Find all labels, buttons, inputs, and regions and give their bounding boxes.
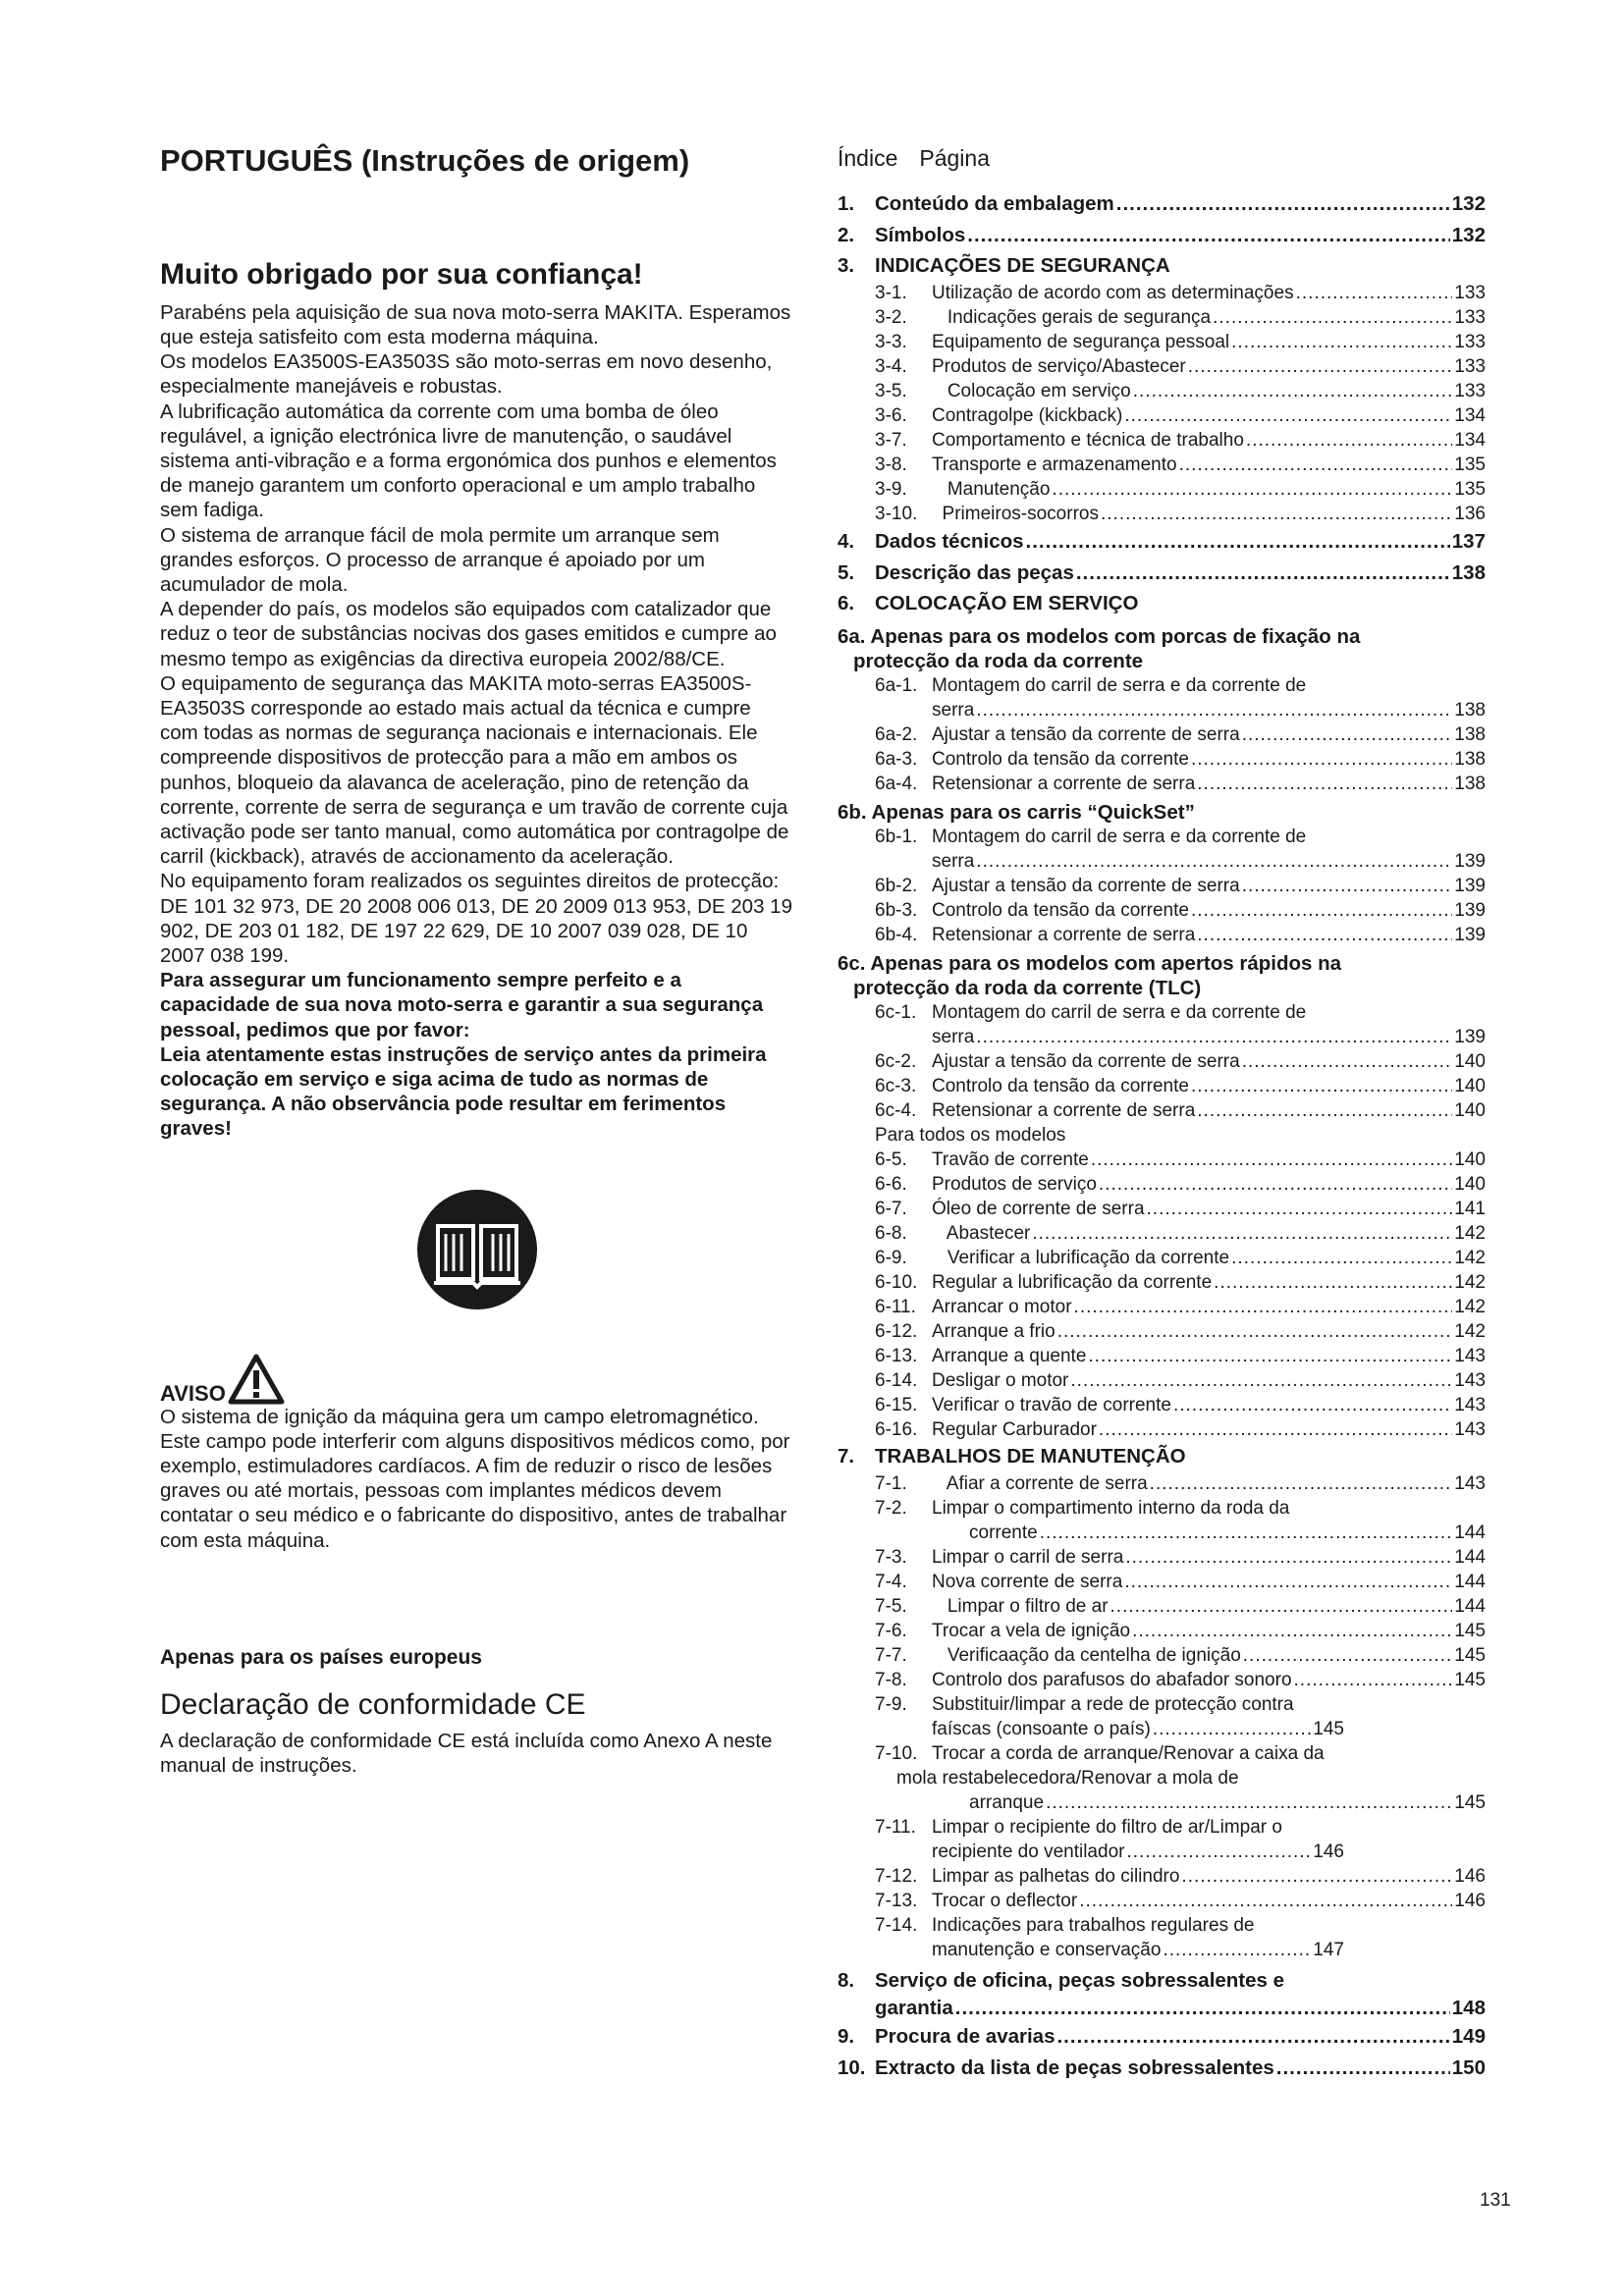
toc-entry[interactable]: 6c-2. Ajustar a tensão da corrente de serra ..... 140	[838, 1049, 1486, 1074]
intro-paragraph: O equipamento de segurança das MAKITA moto-serras EA3500S-EA3503S corresponde ao estado mais actual da técnica e cumpre com todas as normas de segurança nacionais e internacionais. Ele compreende dispositivos de protecção para a mão em ambos os punhos, bloqueio da alavanca de aceleração, pino de retenção da corrente, corrente de serra de segurança e um travão de corrente cuja activação pode ser tanto manual, como automática por contragolpe de carril (kickback), através de accionamento da aceleração.	[160, 671, 789, 869]
toc-entry[interactable]: 6-15. Verificar o travão de corrente ..... 143	[838, 1393, 1486, 1417]
toc-entry[interactable]: 4. Dados técnicos ..... 137	[838, 526, 1486, 558]
read-manual-icon	[416, 1189, 538, 1310]
ce-text: A declaração de conformidade CE está incluída como Anexo A neste manual de instruções.	[160, 1729, 773, 1778]
toc-entry-cont[interactable]: manutenção e conservação ..... 147	[838, 1938, 1344, 1962]
toc-entry[interactable]: 6a-1. Montagem do carril de serra e da corrente de	[875, 675, 1307, 696]
toc-entry[interactable]: 8. Serviço de oficina, peças sobressalentes e	[838, 1969, 1285, 1992]
toc-entry-cont[interactable]: corrente ..... 144	[838, 1521, 1486, 1545]
toc-entry[interactable]: 6b-4. Retensionar a corrente de serra ..... 139	[838, 923, 1486, 947]
toc-entry[interactable]: 7-8. Controlo dos parafusos do abafador sonoro ..... 145	[838, 1668, 1486, 1692]
toc-entry-cont[interactable]: serra ..... 139	[838, 849, 1486, 874]
toc-entry[interactable]: 1. Conteúdo da embalagem ..... 132	[838, 188, 1486, 220]
toc-entry[interactable]: 7-6. Trocar a vela de ignição ..... 145	[838, 1619, 1486, 1643]
toc-entry[interactable]: 6b-3. Controlo da tensão da corrente ..... 139	[838, 898, 1486, 923]
toc-entry[interactable]: 7-4. Nova corrente de serra ..... 144	[838, 1570, 1486, 1594]
warning-header	[160, 1354, 793, 1405]
toc-header	[838, 145, 1486, 172]
toc-entry[interactable]: 6c-1. Montagem do carril de serra e da corrente de	[875, 1002, 1307, 1023]
intro-paragraph: A depender do país, os modelos são equipados com catalizador que reduz o teor de substâncias nocivas dos gases emitidos e cumpre ao mesmo tempo as exigências da directiva europeia 2002/88/CE.	[160, 598, 777, 670]
toc-entry[interactable]: 6-7. Óleo de corrente de serra ..... 141	[838, 1197, 1486, 1221]
toc-entry[interactable]: 3-2. Indicações gerais de segurança ..... 133	[838, 305, 1486, 330]
toc-entry[interactable]: 6a-2. Ajustar a tensão da corrente de serra ..... 138	[838, 722, 1486, 747]
toc-all-models-note: Para todos os modelos	[875, 1125, 1066, 1146]
toc-entry[interactable]: 3-5. Colocação em serviço ..... 133	[838, 379, 1486, 403]
toc-entry-cont[interactable]: arranque ..... 145	[838, 1790, 1486, 1815]
toc-entry[interactable]: 3-7. Comportamento e técnica de trabalho ..... 134	[838, 428, 1486, 453]
warning-triangle-icon	[228, 1354, 285, 1405]
toc-s6-items	[838, 1148, 1486, 1442]
read-manual-icon-wrap	[160, 1189, 793, 1310]
toc-entry[interactable]: 7-14. Indicações para trabalhos regulares de	[875, 1915, 1255, 1936]
intro-paragraph: No equipamento foram realizados os seguintes direitos de protecção:	[160, 870, 780, 893]
toc-entry[interactable]: 7-3. Limpar o carril de serra ..... 144	[838, 1545, 1486, 1570]
toc-entry[interactable]: 6c-3. Controlo da tensão da corrente ..... 140	[838, 1074, 1486, 1098]
toc-entry[interactable]: 6-16. Regular Carburador ..... 143	[838, 1417, 1486, 1442]
intro-paragraph: Parabéns pela aquisição de sua nova moto-serra MAKITA. Esperamos que esteja satisfeito com esta moderna máquina.	[160, 300, 791, 348]
toc-subsection-title: 6c. Apenas para os modelos com apertos rápidos na	[838, 952, 1342, 975]
toc-entry[interactable]: 6-9. Verificar a lubrificação da corrente ..... 142	[838, 1246, 1486, 1270]
toc-entry[interactable]: 5. Descrição das peças ..... 138	[838, 558, 1486, 589]
toc-entry[interactable]: 9. Procura de avarias ..... 149	[838, 2021, 1486, 2053]
toc-subsection-title-cont: protecção da roda da corrente (TLC)	[853, 977, 1202, 999]
toc-s6a-items	[838, 722, 1486, 796]
toc-entry[interactable]: 6-13. Arranque a quente ..... 143	[838, 1344, 1486, 1368]
toc-entry[interactable]: 7-9. Substituir/limpar a rede de protecção contra	[875, 1694, 1294, 1715]
page-number: 131	[1480, 2190, 1511, 2211]
intro-paragraph: A lubrificação automática da corrente com uma bomba de óleo regulável, a ignição electrónica livre de manutenção, o saudável sistema anti-vibração e a forma ergonómica dos punhos e elementos de manejo garantem um conforto operacional e um amplo trabalho sem fadiga.	[160, 400, 777, 522]
toc-page-label: Página	[919, 145, 990, 171]
bold-request: Para assegurar um funcionamento sempre perfeito e a capacidade de sua nova moto-serra e garantir a sua segurança pessoal, pedimos que por favor:	[160, 969, 764, 1041]
toc-s7-items-a	[838, 1545, 1486, 1692]
left-column	[160, 142, 793, 1778]
toc-entry[interactable]: 3-6. Contragolpe (kickback) ..... 134	[838, 403, 1486, 428]
toc-entry[interactable]: 6c-4. Retensionar a corrente de serra ..... 140	[838, 1098, 1486, 1123]
toc-subsection-title: 6b. Apenas para os carris “QuickSet”	[838, 801, 1195, 824]
toc-entry[interactable]: 3-9. Manutenção ..... 135	[838, 477, 1486, 502]
toc-entry-cont[interactable]: garantia ..... 148	[838, 1996, 1486, 2021]
eu-note: Apenas para os países europeus	[160, 1645, 482, 1669]
toc-entry[interactable]: 7-10. Trocar a corda de arranque/Renovar a caixa da	[875, 1743, 1325, 1764]
toc-entry[interactable]: 6-6. Produtos de serviço ..... 140	[838, 1172, 1486, 1197]
toc-entry[interactable]: 6-8. Abastecer ..... 142	[838, 1221, 1486, 1246]
toc-section[interactable]: 3. INDICAÇÕES DE SEGURANÇA	[838, 254, 1170, 277]
toc-entry-cont[interactable]: serra ..... 138	[838, 698, 1486, 722]
toc-entry[interactable]: 6a-4. Retensionar a corrente de serra ..... 138	[838, 772, 1486, 796]
warning-label: AVISO	[160, 1380, 226, 1406]
toc-entry[interactable]: 6-11. Arrancar o motor ..... 142	[838, 1295, 1486, 1319]
toc-entry[interactable]: 2. Símbolos ..... 132	[838, 220, 1486, 251]
toc-section[interactable]: 6. COLOCAÇÃO EM SERVIÇO	[838, 592, 1139, 614]
toc-entry[interactable]: 6-10. Regular a lubrificação da corrente ..... 142	[838, 1270, 1486, 1295]
intro-paragraph: Os modelos EA3500S-EA3503S são moto-serras em novo desenho, especialmente manejáveis e robustas.	[160, 350, 773, 399]
intro-paragraph: O sistema de arranque fácil de mola permite um arranque sem grandes esforços. O processo de arranque é apoiado por um acumulador de mola.	[160, 523, 720, 596]
toc-index-label: Índice	[838, 145, 898, 171]
toc-entry[interactable]: 7-1. Afiar a corrente de serra ..... 143	[838, 1471, 1486, 1496]
toc-s6c-items	[838, 1049, 1486, 1123]
toc-subsection-title-cont: protecção da roda da corrente	[853, 650, 1144, 672]
toc-s6b-items	[838, 874, 1486, 947]
bold-warning-read: Leia atentamente estas instruções de serviço antes da primeira colocação em serviço e siga acima de tudo as normas de segurança. A não observância pode resultar em ferimentos graves!	[160, 1042, 767, 1141]
toc-entry-cont[interactable]: faíscas (consoante o país) ..... 145	[838, 1717, 1344, 1741]
toc-entry[interactable]: 6-5. Travão de corrente ..... 140	[838, 1148, 1486, 1172]
toc-entry[interactable]: 3-4. Produtos de serviço/Abastecer ..... 133	[838, 354, 1486, 379]
toc-entry[interactable]: 7-11. Limpar o recipiente do filtro de ar/Limpar o	[875, 1817, 1282, 1838]
toc-s7-items-b	[838, 1864, 1486, 1913]
language-title: PORTUGUÊS (Instruções de origem)	[160, 143, 690, 178]
toc-entry[interactable]: 6b-1. Montagem do carril de serra e da corrente de	[875, 827, 1307, 847]
toc-entry[interactable]: 7-13. Trocar o deflector ..... 146	[838, 1889, 1486, 1913]
toc-entry-cont: mola restabelecedora/Renovar a mola de	[896, 1768, 1239, 1789]
toc-subsection-title: 6a. Apenas para os modelos com porcas de fixação na	[838, 625, 1361, 648]
toc-section[interactable]: 7. TRABALHOS DE MANUTENÇÃO	[838, 1445, 1186, 1468]
warning-text: O sistema de ignição da máquina gera um campo eletromagnético. Este campo pode interferir com alguns dispositivos médicos como, por exemplo, estimuladores cardíacos. A fim de reduzir o risco de lesões graves ou até mortais, pessoas com implantes médicos devem contatar o seu médico e o fabricante do dispositivo, antes de trabalhar com esta máquina.	[160, 1405, 790, 1552]
toc-entry[interactable]: 7-2. Limpar o compartimento interno da roda da	[875, 1498, 1290, 1519]
toc-entry[interactable]: 3-3. Equipamento de segurança pessoal ..... 133	[838, 330, 1486, 354]
thanks-heading: Muito obrigado por sua confiança!	[160, 257, 643, 291]
toc-entry-cont[interactable]: serra ..... 139	[838, 1025, 1486, 1049]
toc-s3-items	[838, 281, 1486, 526]
toc-entry[interactable]: 3-10. Primeiros-socorros ..... 136	[838, 502, 1486, 526]
toc-entry-cont[interactable]: recipiente do ventilador ..... 146	[838, 1840, 1344, 1864]
toc-entry[interactable]: 3-1. Utilização de acordo com as determinações ..... 133	[838, 281, 1486, 305]
toc-entry[interactable]: 6-14. Desligar o motor ..... 143	[838, 1368, 1486, 1393]
toc-entry[interactable]: 6a-3. Controlo da tensão da corrente ..... 138	[838, 747, 1486, 772]
toc-entry[interactable]: 3-8. Transporte e armazenamento ..... 135	[838, 453, 1486, 477]
toc-entry[interactable]: 7-12. Limpar as palhetas do cilindro ..... 146	[838, 1864, 1486, 1889]
toc-entry[interactable]: 10. Extracto da lista de peças sobressalentes ..... 150	[838, 2053, 1486, 2084]
table-of-contents	[838, 145, 1486, 2084]
patent-list: DE 101 32 973, DE 20 2008 006 013, DE 20 2009 013 953, DE 203 19 902, DE 203 01 182, DE 197 22 629, DE 10 2007 039 028, DE 10 2007 038 199.	[160, 894, 792, 968]
toc-entry[interactable]: 6b-2. Ajustar a tensão da corrente de serra ..... 139	[838, 874, 1486, 898]
toc-entry[interactable]: 7-7. Verificaação da centelha de ignição ..... 145	[838, 1643, 1486, 1668]
toc-entry[interactable]: 7-5. Limpar o filtro de ar ..... 144	[838, 1594, 1486, 1619]
ce-heading: Declaração de conformidade CE	[160, 1687, 586, 1721]
toc-entry[interactable]: 6-12. Arranque a frio ..... 142	[838, 1319, 1486, 1344]
